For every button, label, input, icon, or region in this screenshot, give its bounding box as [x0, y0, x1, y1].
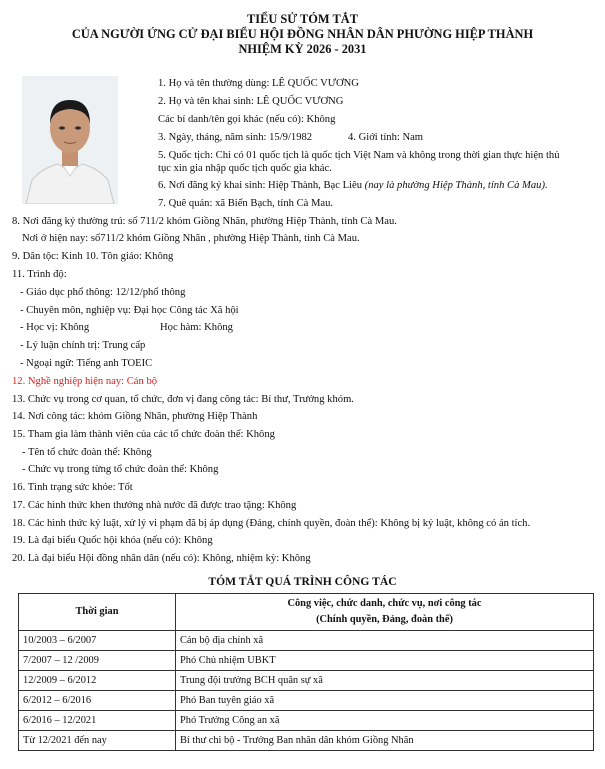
info-birth-name: 2. Họ và tên khai sinh: LÊ QUỐC VƯƠNG	[158, 96, 344, 107]
info-ethnicity-religion: 9. Dân tộc: Kinh 10. Tôn giáo: Không	[12, 251, 174, 262]
info-awards: 17. Các hình thức khen thưởng nhà nước đã được trao tặng: Không	[12, 500, 297, 511]
info-nationality-cont: tục xin gia nhập quốc tịch quốc gia khác.	[158, 163, 332, 174]
info-birth-registration-text: 6. Nơi đăng ký khai sinh: Hiệp Thành, Bạc Liêu	[158, 180, 363, 191]
row-time: 7/2007 – 12 /2009	[19, 651, 176, 671]
column-header-job	[176, 594, 594, 631]
info-discipline: 18. Các hình thức kỷ luật, xử lý vi phạm đã bị áp dụng (Đảng, chính quyền, đoàn thể): Không bị kỷ luật, không có án tích.	[12, 518, 531, 529]
row-time: 6/2016 – 12/2021	[19, 711, 176, 731]
row-job: Cán bộ địa chính xã	[176, 631, 594, 651]
row-job: Phó Trưởng Công an xã	[176, 711, 594, 731]
info-current-occupation: 12. Nghề nghiệp hiện nay: Cán bộ	[12, 376, 158, 387]
work-history-table	[18, 593, 594, 751]
row-job: Trung đội trưởng BCH quân sự xã	[176, 671, 594, 691]
info-workplace: 14. Nơi công tác: khóm Giồng Nhãn, phường Hiệp Thành	[12, 411, 258, 422]
row-time: 6/2012 – 6/2016	[19, 691, 176, 711]
info-political-theory: - Lý luận chính trị: Trung cấp	[20, 340, 146, 351]
info-academic-title: Học hàm: Không	[160, 322, 233, 333]
info-education-heading: 11. Trình độ:	[12, 269, 67, 280]
table-row	[19, 651, 594, 671]
table-row	[19, 671, 594, 691]
document-title: TIỂU SỬ TÓM TẮT	[247, 12, 358, 26]
info-current-address: Nơi ở hiện nay: số711/2 khóm Giồng Nhãn , phường Hiệp Thành, tỉnh Cà Mau.	[22, 233, 360, 244]
row-job: Bí thư chi bộ - Trưởng Ban nhân dân khóm Giồng Nhãn	[176, 731, 594, 751]
row-time: 12/2009 – 6/2012	[19, 671, 176, 691]
info-birth-date: 3. Ngày, tháng, năm sinh: 15/9/1982	[158, 132, 313, 143]
info-birth-registration	[158, 179, 548, 192]
table-row	[19, 711, 594, 731]
table-row	[19, 731, 594, 751]
info-degree: - Học vị: Không	[20, 322, 90, 333]
info-general-education: - Giáo dục phổ thông: 12/12/phổ thông	[20, 287, 186, 298]
row-job: Phó Chủ nhiệm UBKT	[176, 651, 594, 671]
document-term: NHIỆM KỲ 2026 - 2031	[238, 42, 367, 56]
table-header-row	[19, 594, 594, 631]
info-current-position: 13. Chức vụ trong cơ quan, tổ chức, đơn vị đang công tác: Bí thư, Trưởng khóm.	[12, 394, 354, 405]
info-national-assembly: 19. Là đại biểu Quốc hội khóa (nếu có): Không	[12, 535, 213, 546]
portrait-illustration	[22, 76, 118, 204]
work-history-title: TÓM TẮT QUÁ TRÌNH CÔNG TÁC	[208, 575, 397, 588]
row-job: Phó Ban tuyên giáo xã	[176, 691, 594, 711]
row-time: 10/2003 – 6/2007	[19, 631, 176, 651]
info-common-name: 1. Họ và tên thường dùng: LÊ QUỐC VƯƠNG	[158, 78, 359, 89]
table-row	[19, 631, 594, 651]
candidate-portrait-photo	[22, 76, 118, 204]
column-header-job-line1: Công việc, chức danh, chức vụ, nơi công tác	[287, 598, 482, 609]
column-header-time: Thời gian	[19, 594, 176, 631]
info-organization-role: - Chức vụ trong từng tổ chức đoàn thể: Không	[22, 464, 219, 475]
info-aliases: Các bí danh/tên gọi khác (nếu có): Không	[158, 114, 336, 125]
info-birth-registration-note: (nay là phường Hiệp Thành, tỉnh Cà Mau).	[364, 180, 548, 191]
info-nationality: 5. Quốc tịch: Chỉ có 01 quốc tịch là quốc tịch Việt Nam và không trong thời gian thực hiện thủ	[158, 150, 560, 161]
document-subtitle: CỦA NGƯỜI ỨNG CỬ ĐẠI BIỂU HỘI ĐỒNG NHÂN DÂN PHƯỜNG HIỆP THÀNH	[71, 27, 534, 41]
table-row	[19, 691, 594, 711]
info-foreign-language: - Ngoại ngữ: Tiếng anh TOEIC	[20, 358, 153, 369]
info-specialization: - Chuyên môn, nghiệp vụ: Đại học Công tác Xã hội	[20, 305, 239, 316]
row-time: Từ 12/2021 đến nay	[19, 731, 176, 751]
column-header-job-line2: (Chính quyền, Đảng, đoàn thể)	[316, 614, 453, 625]
info-organizations: 15. Tham gia làm thành viên của các tổ chức đoàn thể: Không	[12, 429, 275, 440]
info-permanent-address: 8. Nơi đăng ký thường trú: số 711/2 khóm Giồng Nhãn, phường Hiệp Thành, tỉnh Cà Mau.	[12, 216, 397, 227]
info-organization-name: - Tên tổ chức đoàn thể: Không	[22, 447, 152, 458]
info-peoples-council: 20. Là đại biểu Hội đồng nhân dân (nếu có): Không, nhiệm kỳ: Không	[12, 553, 311, 564]
info-health: 16. Tình trạng sức khỏe: Tốt	[12, 482, 133, 493]
info-hometown: 7. Quê quán: xã Biển Bạch, tỉnh Cà Mau.	[158, 198, 334, 209]
info-gender: 4. Giới tính: Nam	[348, 132, 424, 143]
